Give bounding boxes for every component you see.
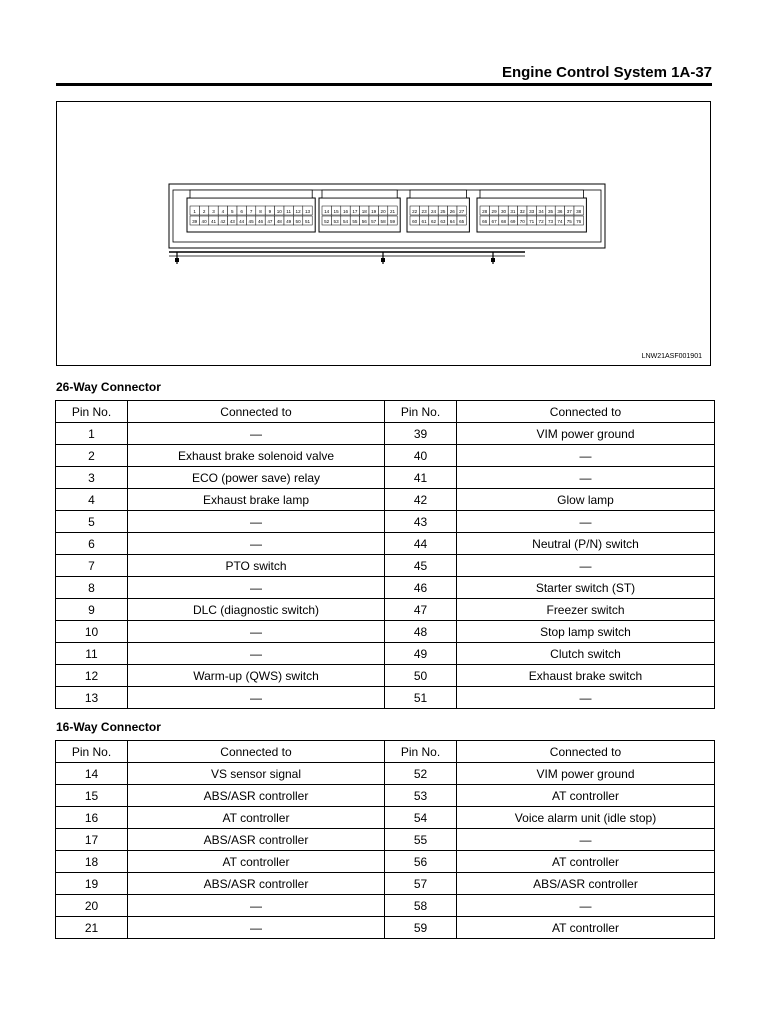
- pin-no-cell: 18: [56, 851, 128, 873]
- connected-to-cell: VIM power ground: [457, 423, 715, 445]
- connected-to-cell: —: [128, 511, 385, 533]
- pin-no-cell: 47: [385, 599, 457, 621]
- connected-to-cell: AT controller: [128, 807, 385, 829]
- pin-number-label: 1: [193, 208, 196, 214]
- connected-to-cell: —: [128, 917, 385, 939]
- connected-to-cell: Warm-up (QWS) switch: [128, 665, 385, 687]
- connected-to-cell: Clutch switch: [457, 643, 715, 665]
- connector-latch: [410, 190, 466, 198]
- pin-number-label: 18: [361, 208, 367, 214]
- pin-number-label: 52: [324, 218, 330, 224]
- page-header: [56, 60, 712, 86]
- pin-number-label: 26: [449, 208, 455, 214]
- pin-number-label: 5: [231, 208, 234, 214]
- connected-to-cell: Stop lamp switch: [457, 621, 715, 643]
- pin-no-cell: 42: [385, 489, 457, 511]
- pin-number-label: 10: [276, 208, 282, 214]
- connected-to-cell: ABS/ASR controller: [457, 873, 715, 895]
- pin-number-label: 34: [538, 208, 544, 214]
- pin-number-label: 4: [221, 208, 225, 214]
- pin-no-cell: 1: [56, 423, 128, 445]
- pin-no-cell: 5: [56, 511, 128, 533]
- table-row: [56, 511, 715, 533]
- connected-to-cell: AT controller: [457, 851, 715, 873]
- connected-to-cell: Exhaust brake switch: [457, 665, 715, 687]
- pin-no-cell: 19: [56, 873, 128, 895]
- pin-number-label: 41: [210, 218, 217, 224]
- pin-number-label: 70: [519, 218, 525, 224]
- connected-to-cell: DLC (diagnostic switch): [128, 599, 385, 621]
- pin-no-cell: 59: [385, 917, 457, 939]
- pin-number-label: 68: [500, 218, 507, 224]
- mounting-pin-head: [491, 258, 495, 262]
- connected-to-cell: ABS/ASR controller: [128, 785, 385, 807]
- pin-no-cell: 14: [56, 763, 128, 785]
- connected-to-cell: PTO switch: [128, 555, 385, 577]
- pin-number-label: 16: [342, 208, 349, 214]
- pin-number-label: 23: [421, 208, 427, 214]
- pin-no-cell: 57: [385, 873, 457, 895]
- header-pin-no: Pin No.: [56, 401, 128, 423]
- pin-no-cell: 4: [56, 489, 128, 511]
- pin-number-label: 50: [295, 218, 301, 224]
- connector-latch: [190, 190, 312, 198]
- page-title: Engine Control System 1A-37: [501, 64, 712, 81]
- header-connected-to: Connected to: [128, 401, 385, 423]
- pin-no-cell: 2: [56, 445, 128, 467]
- pin-number-label: 42: [220, 218, 226, 224]
- table-row: [56, 445, 715, 467]
- table-26-title: 26-Way Connector: [56, 380, 161, 394]
- connector-latch: [322, 190, 397, 198]
- connected-to-cell: —: [128, 423, 385, 445]
- table-row: [56, 895, 715, 917]
- pin-no-cell: 6: [56, 533, 128, 555]
- table-header-row: [56, 741, 715, 763]
- pin-number-label: 76: [576, 218, 582, 224]
- connected-to-cell: Starter switch (ST): [457, 577, 715, 599]
- connected-to-cell: —: [128, 643, 385, 665]
- pin-number-label: 9: [268, 208, 272, 214]
- pin-number-label: 72: [538, 218, 544, 224]
- pin-number-label: 51: [304, 218, 311, 224]
- connected-to-cell: Freezer switch: [457, 599, 715, 621]
- table-row: [56, 621, 715, 643]
- table-row: [56, 555, 715, 577]
- pin-number-label: 71: [529, 218, 535, 224]
- table-row: [56, 643, 715, 665]
- pin-no-cell: 53: [385, 785, 457, 807]
- pin-number-label: 66: [482, 218, 488, 224]
- pin-number-label: 36: [557, 208, 563, 214]
- pin-number-label: 31: [510, 208, 516, 214]
- connected-to-cell: Glow lamp: [457, 489, 715, 511]
- pin-number-label: 47: [267, 218, 273, 224]
- pin-no-cell: 10: [56, 621, 128, 643]
- pin-number-label: 40: [201, 218, 207, 224]
- table-row: [56, 533, 715, 555]
- connected-to-cell: Exhaust brake solenoid valve: [128, 445, 385, 467]
- pin-number-label: 2: [202, 208, 206, 214]
- connected-to-cell: —: [457, 829, 715, 851]
- connected-to-cell: VIM power ground: [457, 763, 715, 785]
- pin-no-cell: 12: [56, 665, 128, 687]
- pin-no-cell: 44: [385, 533, 457, 555]
- pin-number-label: 12: [295, 208, 301, 214]
- pin-number-label: 14: [324, 208, 330, 214]
- table-16-title: 16-Way Connector: [56, 720, 161, 734]
- pin-no-cell: 40: [385, 445, 457, 467]
- pin-number-label: 67: [491, 218, 497, 224]
- table-row: [56, 467, 715, 489]
- connector-latch: [480, 190, 583, 198]
- connected-to-cell: AT controller: [457, 917, 715, 939]
- pin-no-cell: 41: [385, 467, 457, 489]
- connected-to-cell: Voice alarm unit (idle stop): [457, 807, 715, 829]
- pin-no-cell: 21: [56, 917, 128, 939]
- pin-number-label: 19: [371, 208, 377, 214]
- header-pin-no: Pin No.: [385, 741, 457, 763]
- pin-number-label: 58: [380, 218, 386, 224]
- mounting-pin-head: [175, 258, 179, 262]
- pin-number-label: 74: [557, 218, 563, 224]
- connected-to-cell: —: [128, 895, 385, 917]
- pin-number-label: 29: [491, 208, 497, 214]
- pin-number-label: 54: [342, 218, 349, 224]
- table-row: [56, 917, 715, 939]
- pin-number-label: 7: [249, 208, 253, 214]
- pin-no-cell: 50: [385, 665, 457, 687]
- pin-no-cell: 45: [385, 555, 457, 577]
- pin-number-label: 27: [459, 208, 465, 214]
- connected-to-cell: —: [128, 533, 385, 555]
- pin-no-cell: 16: [56, 807, 128, 829]
- pin-number-label: 48: [276, 218, 282, 224]
- pin-no-cell: 15: [56, 785, 128, 807]
- table-row: [56, 599, 715, 621]
- table-row: [56, 665, 715, 687]
- table-row: [56, 763, 715, 785]
- pin-number-label: 60: [412, 218, 418, 224]
- table-row: [56, 687, 715, 709]
- header-pin-no: Pin No.: [56, 741, 128, 763]
- pin-number-label: 57: [371, 218, 377, 224]
- pin-number-label: 55: [352, 218, 358, 224]
- mounting-pin-head: [381, 258, 385, 262]
- table-row: [56, 807, 715, 829]
- pin-number-label: 17: [352, 208, 358, 214]
- pin-no-cell: 51: [385, 687, 457, 709]
- table-row: [56, 873, 715, 895]
- figure-id: LNW21ASF001901: [641, 353, 702, 360]
- pin-number-label: 46: [257, 218, 264, 224]
- pin-number-label: 33: [529, 208, 535, 214]
- pin-no-cell: 56: [385, 851, 457, 873]
- pin-no-cell: 11: [56, 643, 128, 665]
- connected-to-cell: ABS/ASR controller: [128, 873, 385, 895]
- pin-number-label: 38: [576, 208, 582, 214]
- pin-number-label: 73: [547, 218, 554, 224]
- pin-no-cell: 8: [56, 577, 128, 599]
- header-connected-to: Connected to: [128, 741, 385, 763]
- header-connected-to: Connected to: [457, 401, 715, 423]
- pin-number-label: 44: [239, 218, 245, 224]
- table-row: [56, 785, 715, 807]
- pin-no-cell: 49: [385, 643, 457, 665]
- pin-number-label: 45: [248, 218, 254, 224]
- connected-to-cell: —: [457, 895, 715, 917]
- pin-number-label: 59: [389, 218, 396, 224]
- pin-number-label: 61: [421, 218, 427, 224]
- pin-no-cell: 17: [56, 829, 128, 851]
- header-pin-no: Pin No.: [385, 401, 457, 423]
- connector-26-table: [55, 400, 715, 709]
- header-rule: [56, 83, 712, 86]
- pin-number-label: 32: [519, 208, 525, 214]
- pin-number-label: 49: [286, 218, 292, 224]
- connected-to-cell: Neutral (P/N) switch: [457, 533, 715, 555]
- pin-no-cell: 3: [56, 467, 128, 489]
- table-row: [56, 423, 715, 445]
- connected-to-cell: —: [457, 467, 715, 489]
- table-row: [56, 489, 715, 511]
- pin-number-label: 8: [259, 208, 262, 214]
- pin-number-label: 69: [510, 218, 516, 224]
- pin-no-cell: 39: [385, 423, 457, 445]
- pin-no-cell: 48: [385, 621, 457, 643]
- pin-no-cell: 20: [56, 895, 128, 917]
- pin-no-cell: 54: [385, 807, 457, 829]
- table-row: [56, 851, 715, 873]
- connected-to-cell: —: [128, 687, 385, 709]
- pin-number-label: 24: [430, 208, 437, 214]
- pin-number-label: 21: [389, 208, 396, 214]
- header-connected-to: Connected to: [457, 741, 715, 763]
- pin-number-label: 43: [229, 218, 235, 224]
- pin-number-label: 3: [212, 208, 215, 214]
- pin-no-cell: 58: [385, 895, 457, 917]
- connector-16-table: [55, 740, 715, 939]
- pin-no-cell: 13: [56, 687, 128, 709]
- pin-no-cell: 52: [385, 763, 457, 785]
- pin-number-label: 62: [430, 218, 437, 224]
- pin-number-label: 30: [500, 208, 507, 214]
- pin-no-cell: 7: [56, 555, 128, 577]
- pin-number-label: 63: [440, 218, 446, 224]
- table-row: [56, 829, 715, 851]
- pin-no-cell: 46: [385, 577, 457, 599]
- pin-number-label: 65: [459, 218, 465, 224]
- connected-to-cell: ABS/ASR controller: [128, 829, 385, 851]
- pin-number-label: 13: [304, 208, 311, 214]
- connected-to-cell: —: [457, 445, 715, 467]
- connected-to-cell: AT controller: [128, 851, 385, 873]
- connected-to-cell: VS sensor signal: [128, 763, 385, 785]
- table-header-row: [56, 401, 715, 423]
- pin-number-label: 53: [333, 218, 339, 224]
- connected-to-cell: —: [457, 511, 715, 533]
- connected-to-cell: —: [128, 621, 385, 643]
- pin-number-label: 64: [449, 218, 455, 224]
- pin-number-label: 6: [240, 208, 243, 214]
- pin-number-label: 22: [412, 208, 418, 214]
- connected-to-cell: —: [128, 577, 385, 599]
- pin-number-label: 75: [566, 218, 572, 224]
- pin-no-cell: 9: [56, 599, 128, 621]
- pin-number-label: 37: [566, 208, 572, 214]
- connected-to-cell: ECO (power save) relay: [128, 467, 385, 489]
- pin-no-cell: 55: [385, 829, 457, 851]
- connected-to-cell: Exhaust brake lamp: [128, 489, 385, 511]
- pin-number-label: 20: [380, 208, 386, 214]
- pin-no-cell: 43: [385, 511, 457, 533]
- pin-number-label: 28: [482, 208, 488, 214]
- pin-number-label: 35: [547, 208, 554, 214]
- connected-to-cell: —: [457, 555, 715, 577]
- connected-to-cell: AT controller: [457, 785, 715, 807]
- pin-number-label: 11: [286, 208, 292, 214]
- table-row: [56, 577, 715, 599]
- pin-number-label: 15: [333, 208, 339, 214]
- connector-diagram: [57, 102, 709, 364]
- connector-figure: [56, 101, 711, 366]
- connected-to-cell: —: [457, 687, 715, 709]
- pin-number-label: 25: [440, 208, 446, 214]
- pin-number-label: 39: [192, 218, 198, 224]
- pin-number-label: 56: [361, 218, 367, 224]
